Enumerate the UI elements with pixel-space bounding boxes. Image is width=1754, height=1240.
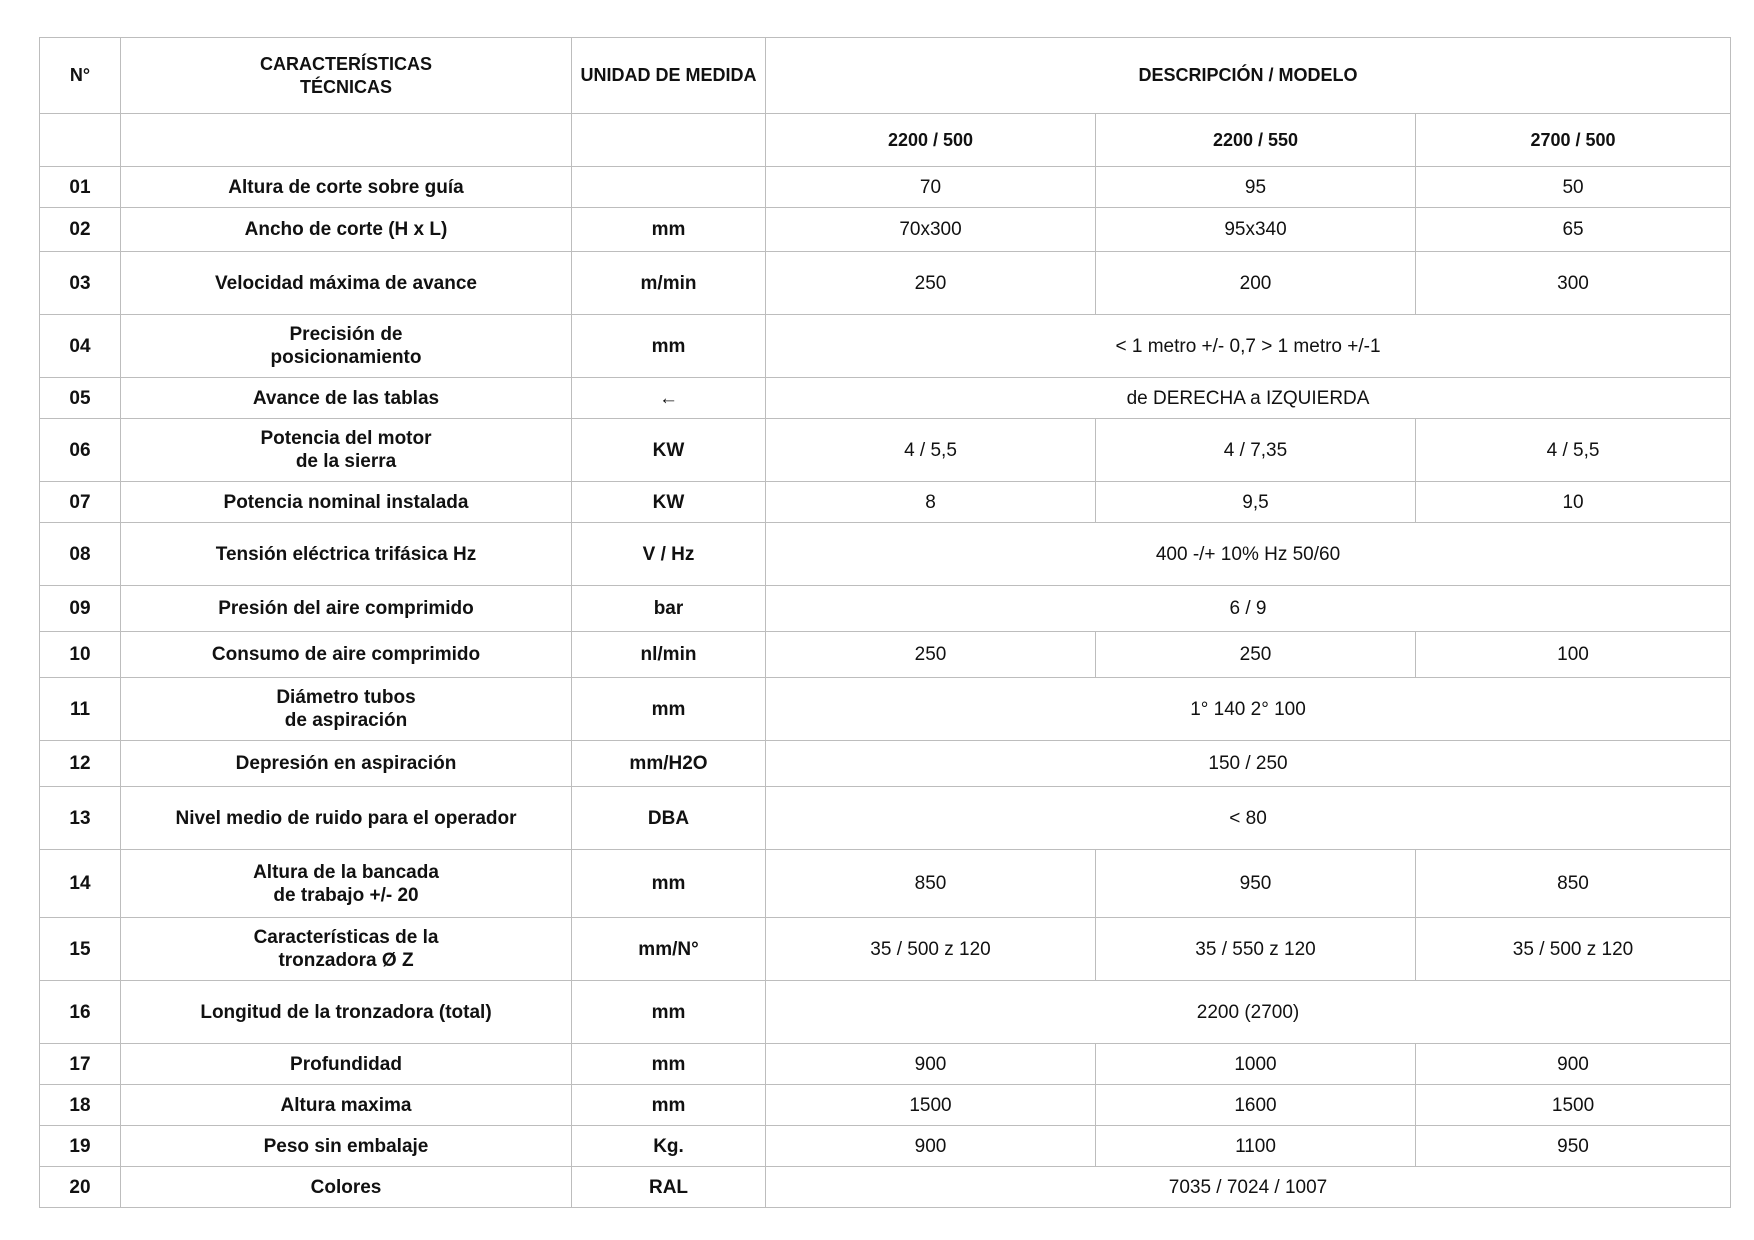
row-value: 1500 — [1416, 1085, 1731, 1126]
row-value: 850 — [1416, 850, 1731, 918]
header-num: N° — [40, 38, 121, 114]
model-name: 2200 / 500 — [766, 114, 1096, 167]
row-unit: KW — [572, 419, 766, 482]
row-value: 35 / 500 z 120 — [1416, 918, 1731, 981]
row-label: Depresión en aspiración — [121, 741, 572, 787]
row-unit: DBA — [572, 787, 766, 850]
row-label: Peso sin embalaje — [121, 1126, 572, 1167]
row-label: Ancho de corte (H x L) — [121, 208, 572, 252]
row-value-span: < 1 metro +/- 0,7 > 1 metro +/-1 — [766, 315, 1731, 378]
header-characteristics: CARACTERÍSTICAS TÉCNICAS — [121, 38, 572, 114]
row-label: Longitud de la tronzadora (total) — [121, 981, 572, 1044]
row-value: 250 — [1096, 632, 1416, 678]
table-row — [40, 678, 1731, 741]
row-number: 16 — [40, 981, 121, 1044]
row-label: Diámetro tubos de aspiración — [121, 678, 572, 741]
row-value: 250 — [766, 632, 1096, 678]
row-value-span: 7035 / 7024 / 1007 — [766, 1167, 1731, 1208]
row-number: 18 — [40, 1085, 121, 1126]
row-label: Características de la tronzadora Ø Z — [121, 918, 572, 981]
row-number: 09 — [40, 586, 121, 632]
row-unit: m/min — [572, 252, 766, 315]
row-label: Tensión eléctrica trifásica Hz — [121, 523, 572, 586]
row-label: Velocidad máxima de avance — [121, 252, 572, 315]
row-value-span: 400 -/+ 10% Hz 50/60 — [766, 523, 1731, 586]
row-value-span: de DERECHA a IZQUIERDA — [766, 378, 1731, 419]
row-number: 05 — [40, 378, 121, 419]
row-unit: Kg. — [572, 1126, 766, 1167]
row-value-span: 2200 (2700) — [766, 981, 1731, 1044]
row-label: Nivel medio de ruido para el operador — [121, 787, 572, 850]
row-value: 1500 — [766, 1085, 1096, 1126]
table-row — [40, 378, 1731, 419]
row-value: 900 — [1416, 1044, 1731, 1085]
row-unit: mm — [572, 850, 766, 918]
row-unit: RAL — [572, 1167, 766, 1208]
row-value: 4 / 7,35 — [1096, 419, 1416, 482]
table-row — [40, 1044, 1731, 1085]
row-value: 4 / 5,5 — [766, 419, 1096, 482]
row-label: Presión del aire comprimido — [121, 586, 572, 632]
model-name: 2700 / 500 — [1416, 114, 1731, 167]
row-value: 1000 — [1096, 1044, 1416, 1085]
row-label: Consumo de aire comprimido — [121, 632, 572, 678]
row-unit: KW — [572, 482, 766, 523]
row-unit: mm — [572, 981, 766, 1044]
table-row — [40, 1167, 1731, 1208]
table-row — [40, 482, 1731, 523]
row-value: 950 — [1416, 1126, 1731, 1167]
table-row — [40, 586, 1731, 632]
row-unit: mm — [572, 208, 766, 252]
table-row — [40, 315, 1731, 378]
row-unit: nl/min — [572, 632, 766, 678]
row-value: 250 — [766, 252, 1096, 315]
row-value: 65 — [1416, 208, 1731, 252]
table-row — [40, 523, 1731, 586]
row-number: 17 — [40, 1044, 121, 1085]
row-value: 1100 — [1096, 1126, 1416, 1167]
row-number: 08 — [40, 523, 121, 586]
model-name: 2200 / 550 — [1096, 114, 1416, 167]
row-unit: mm/N° — [572, 918, 766, 981]
row-value: 850 — [766, 850, 1096, 918]
row-unit: mm — [572, 1044, 766, 1085]
table-row — [40, 741, 1731, 787]
row-number: 02 — [40, 208, 121, 252]
row-value: 8 — [766, 482, 1096, 523]
row-label: Profundidad — [121, 1044, 572, 1085]
row-value: 200 — [1096, 252, 1416, 315]
row-unit: V / Hz — [572, 523, 766, 586]
row-label: Potencia nominal instalada — [121, 482, 572, 523]
table-row — [40, 167, 1731, 208]
row-label: Altura de corte sobre guía — [121, 167, 572, 208]
row-value-span: 150 / 250 — [766, 741, 1731, 787]
row-value-span: 6 / 9 — [766, 586, 1731, 632]
row-number: 15 — [40, 918, 121, 981]
row-number: 12 — [40, 741, 121, 787]
row-label: Altura maxima — [121, 1085, 572, 1126]
header-row — [40, 38, 1731, 114]
row-number: 03 — [40, 252, 121, 315]
model-row-empty-num — [40, 114, 121, 167]
row-number: 14 — [40, 850, 121, 918]
row-value: 900 — [766, 1126, 1096, 1167]
table-row — [40, 981, 1731, 1044]
row-value: 1600 — [1096, 1085, 1416, 1126]
row-value: 950 — [1096, 850, 1416, 918]
row-label: Avance de las tablas — [121, 378, 572, 419]
model-row — [40, 114, 1731, 167]
row-number: 11 — [40, 678, 121, 741]
row-value: 9,5 — [1096, 482, 1416, 523]
model-row-empty-label — [121, 114, 572, 167]
row-number: 06 — [40, 419, 121, 482]
row-value: 4 / 5,5 — [1416, 419, 1731, 482]
row-number: 13 — [40, 787, 121, 850]
model-row-empty-unit — [572, 114, 766, 167]
row-unit: mm — [572, 678, 766, 741]
row-value: 35 / 550 z 120 — [1096, 918, 1416, 981]
row-label: Colores — [121, 1167, 572, 1208]
row-number: 01 — [40, 167, 121, 208]
table-row — [40, 632, 1731, 678]
row-value: 50 — [1416, 167, 1731, 208]
table-row — [40, 1126, 1731, 1167]
table-row — [40, 918, 1731, 981]
row-value: 95 — [1096, 167, 1416, 208]
row-label: Altura de la bancada de trabajo +/- 20 — [121, 850, 572, 918]
table-row — [40, 850, 1731, 918]
row-number: 04 — [40, 315, 121, 378]
table-row — [40, 787, 1731, 850]
row-number: 10 — [40, 632, 121, 678]
row-value: 95x340 — [1096, 208, 1416, 252]
table-row — [40, 252, 1731, 315]
row-value: 35 / 500 z 120 — [766, 918, 1096, 981]
row-unit: bar — [572, 586, 766, 632]
row-label: Potencia del motor de la sierra — [121, 419, 572, 482]
table-row — [40, 1085, 1731, 1126]
row-unit: ← — [572, 378, 766, 419]
row-value: 70 — [766, 167, 1096, 208]
row-unit — [572, 167, 766, 208]
table-row — [40, 419, 1731, 482]
row-number: 19 — [40, 1126, 121, 1167]
row-value: 900 — [766, 1044, 1096, 1085]
spec-table — [39, 37, 1731, 1208]
row-unit: mm/H2O — [572, 741, 766, 787]
row-number: 07 — [40, 482, 121, 523]
header-description: DESCRIPCIÓN / MODELO — [766, 38, 1731, 114]
table-row — [40, 208, 1731, 252]
row-value: 10 — [1416, 482, 1731, 523]
row-value-span: 1° 140 2° 100 — [766, 678, 1731, 741]
header-unit: UNIDAD DE MEDIDA — [572, 38, 766, 114]
row-number: 20 — [40, 1167, 121, 1208]
row-value: 100 — [1416, 632, 1731, 678]
row-label: Precisión de posicionamiento — [121, 315, 572, 378]
row-unit: mm — [572, 315, 766, 378]
row-value: 70x300 — [766, 208, 1096, 252]
row-unit: mm — [572, 1085, 766, 1126]
row-value: 300 — [1416, 252, 1731, 315]
row-value-span: < 80 — [766, 787, 1731, 850]
